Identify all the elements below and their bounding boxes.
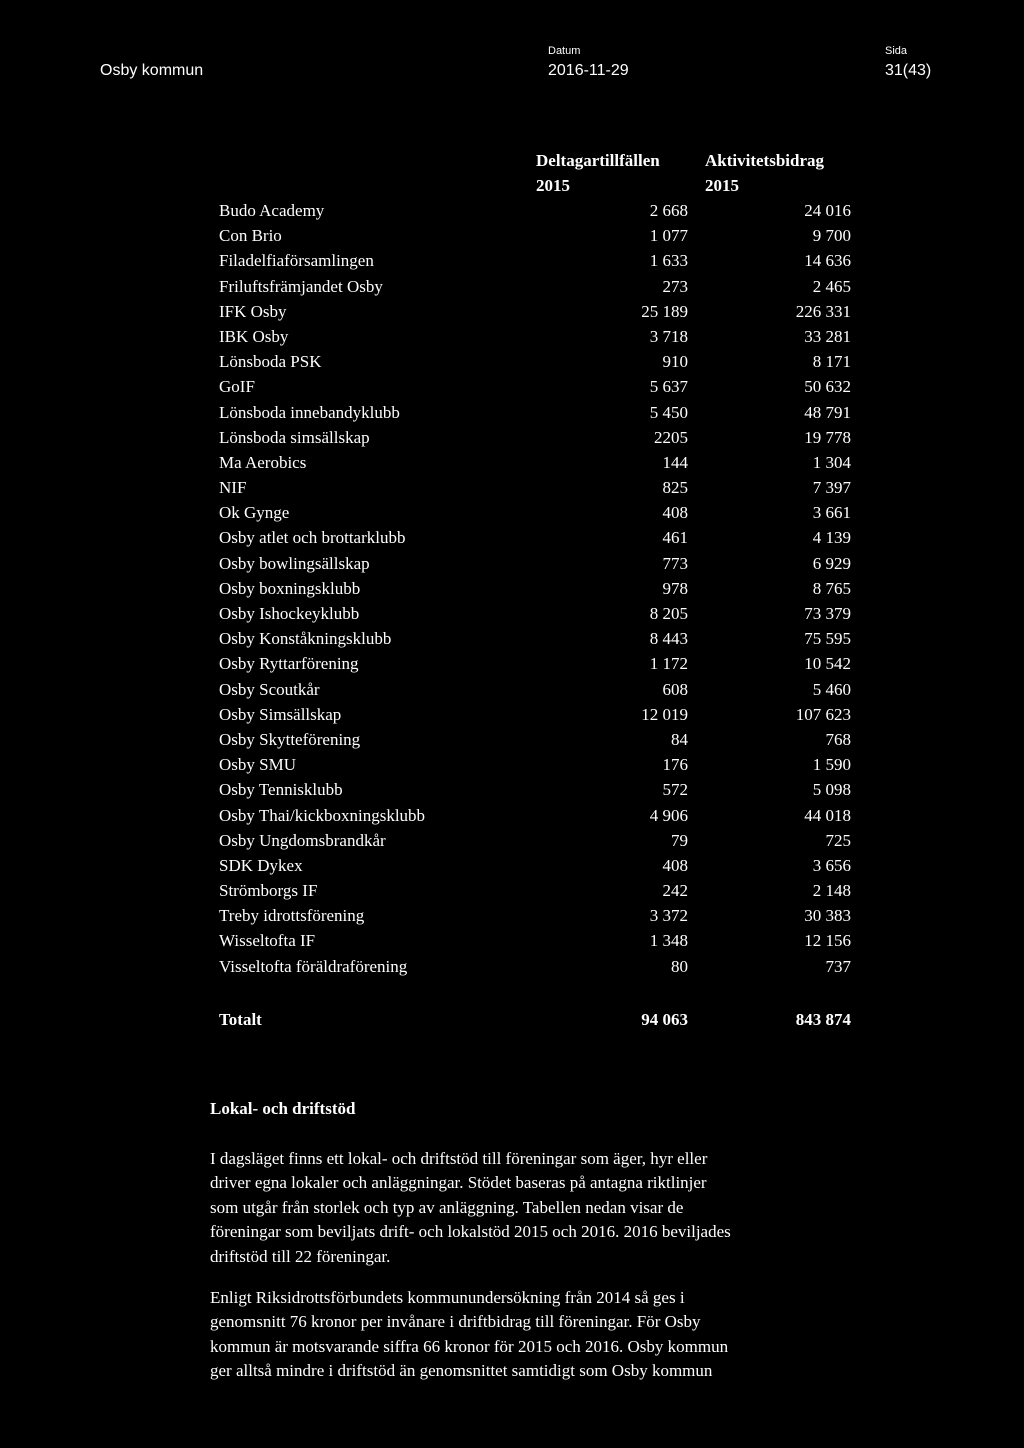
col-header-activity-grant xyxy=(705,148,824,198)
row-name: Osby atlet och brottarklubb xyxy=(219,528,406,548)
row-activity-grant: 725 xyxy=(825,830,851,850)
table-row xyxy=(219,576,859,601)
row-activity-grant: 48 791 xyxy=(804,402,851,422)
row-participants: 3 372 xyxy=(649,906,688,926)
date-label: Datum xyxy=(548,45,581,57)
row-name: Osby boxningsklubb xyxy=(219,578,361,598)
row-activity-grant: 8 765 xyxy=(812,578,851,598)
table-row xyxy=(219,828,859,853)
paragraph-line: Enligt Riksidrottsförbundets kommunundersökning från 2014 så ges i xyxy=(210,1288,685,1307)
row-name: Budo Academy xyxy=(219,201,325,220)
table-row xyxy=(219,223,859,248)
row-activity-grant: 73 379 xyxy=(804,604,851,623)
row-participants: 8 443 xyxy=(649,629,688,649)
paragraph-line: ger alltså mindre i driftstöd än genomsnittet samtidigt som Osby kommun xyxy=(210,1361,713,1381)
row-participants: 84 xyxy=(671,729,688,749)
row-activity-grant: 2 148 xyxy=(812,881,851,901)
row-participants: 461 xyxy=(662,528,688,548)
row-participants: 3 718 xyxy=(649,326,688,346)
row-participants: 825 xyxy=(662,478,688,498)
row-activity-grant: 12 156 xyxy=(804,931,851,951)
table-row xyxy=(219,425,859,450)
total-activity-grant: 843 874 xyxy=(795,1010,851,1029)
row-participants: 4 906 xyxy=(649,805,688,825)
table-row xyxy=(219,928,859,953)
row-activity-grant: 7 397 xyxy=(812,478,851,498)
table-row xyxy=(219,324,859,349)
paragraph-line: I dagsläget finns ett lokal- och driftstöd till föreningar som äger, hyr eller xyxy=(210,1149,708,1168)
table-row xyxy=(219,299,859,324)
row-name: Osby Skytteförening xyxy=(219,729,361,749)
row-participants: 12 019 xyxy=(641,704,688,724)
row-name: Lönsboda simsällskap xyxy=(219,427,370,447)
date-value: 2016-11-29 xyxy=(548,62,629,79)
row-name: Osby Simsällskap xyxy=(219,704,342,724)
row-activity-grant: 50 632 xyxy=(804,377,851,397)
row-name: Wisseltofta IF xyxy=(219,931,316,951)
row-activity-grant: 737 xyxy=(825,956,851,976)
table-body xyxy=(219,198,859,979)
row-participants: 1 077 xyxy=(649,226,688,246)
table-row xyxy=(219,727,859,752)
paragraph-line: kommun är motsvarande siffra 66 kronor för 2015 och 2016. Osby kommun xyxy=(210,1336,729,1356)
table-row xyxy=(219,198,859,223)
col-header-participants xyxy=(536,148,660,198)
row-name: Osby Thai/kickboxningsklubb xyxy=(219,805,426,825)
grants-table xyxy=(219,148,859,979)
row-activity-grant: 8 171 xyxy=(812,352,851,372)
row-activity-grant: 226 331 xyxy=(795,301,851,321)
row-name: Lönsboda innebandyklubb xyxy=(219,402,400,422)
table-row xyxy=(219,752,859,777)
paragraph-line: driftstöd till 22 föreningar. xyxy=(210,1246,391,1266)
row-activity-grant: 5 098 xyxy=(812,780,851,800)
row-name: Filadelfiaförsamlingen xyxy=(219,251,374,271)
row-activity-grant: 3 656 xyxy=(812,855,851,875)
table-header xyxy=(219,148,859,198)
table-row xyxy=(219,349,859,374)
row-participants: 8 205 xyxy=(649,604,688,623)
table-row xyxy=(219,500,859,525)
table-row xyxy=(219,450,859,475)
row-activity-grant: 107 623 xyxy=(795,704,851,724)
row-participants: 273 xyxy=(662,276,688,296)
row-participants: 408 xyxy=(662,855,688,875)
row-participants: 79 xyxy=(671,830,688,850)
row-activity-grant: 1 590 xyxy=(812,755,851,775)
table-row xyxy=(219,651,859,676)
row-name: Osby SMU xyxy=(219,755,296,775)
row-participants: 1 633 xyxy=(649,251,688,271)
table-row xyxy=(219,777,859,802)
table-row xyxy=(219,551,859,576)
row-name: Ma Aerobics xyxy=(219,452,307,472)
total-label: Totalt xyxy=(219,1010,262,1029)
table-row xyxy=(219,954,859,979)
table-row xyxy=(219,878,859,903)
row-name: Osby Ungdomsbrandkår xyxy=(219,830,386,850)
table-row xyxy=(219,626,859,651)
table-row xyxy=(219,677,859,702)
row-participants: 2205 xyxy=(654,427,688,447)
col2-title: Aktivitetsbidrag xyxy=(705,151,824,170)
row-name: Visseltofta föräldraförening xyxy=(219,956,408,976)
row-name: Osby Ryttarförening xyxy=(219,654,359,674)
row-activity-grant: 6 929 xyxy=(812,553,851,573)
row-activity-grant: 75 595 xyxy=(804,629,851,649)
paragraph-line: föreningar som beviljats drift- och lokalstöd 2015 och 2016. 2016 beviljades xyxy=(210,1222,731,1242)
row-activity-grant: 5 460 xyxy=(812,679,851,699)
row-participants: 978 xyxy=(662,578,688,598)
row-participants: 80 xyxy=(671,956,688,976)
row-activity-grant: 33 281 xyxy=(804,326,851,346)
table-row xyxy=(219,400,859,425)
row-name: Strömborgs IF xyxy=(219,881,318,901)
paragraph-1 xyxy=(210,1147,860,1269)
row-participants: 2 668 xyxy=(649,201,688,220)
row-activity-grant: 3 661 xyxy=(812,503,851,523)
page-number: 31(43) xyxy=(885,62,932,79)
table-row xyxy=(219,274,859,299)
row-participants: 144 xyxy=(662,452,688,472)
row-name: Friluftsfrämjandet Osby xyxy=(219,276,383,296)
row-participants: 176 xyxy=(662,755,688,775)
row-participants: 608 xyxy=(662,679,688,699)
row-name: Con Brio xyxy=(219,226,282,246)
col2-year: 2015 xyxy=(705,176,739,195)
table-row xyxy=(219,475,859,500)
table-row xyxy=(219,525,859,550)
row-name: Osby Scoutkår xyxy=(219,679,320,699)
row-name: Osby Konståkningsklubb xyxy=(219,629,392,649)
page-label: Sida xyxy=(885,45,908,57)
row-participants: 773 xyxy=(662,553,688,573)
row-name: IBK Osby xyxy=(219,326,289,346)
row-participants: 572 xyxy=(662,780,688,800)
row-participants: 1 172 xyxy=(649,654,688,674)
paragraph-line: genomsnitt 76 kronor per invånare i driftbidrag till föreningar. För Osby xyxy=(210,1312,701,1332)
row-activity-grant: 4 139 xyxy=(812,528,851,548)
row-name: Osby Tennisklubb xyxy=(219,780,343,800)
table-row xyxy=(219,702,859,727)
col1-title: Deltagartillfällen xyxy=(536,151,660,170)
row-activity-grant: 14 636 xyxy=(804,251,851,271)
col1-year: 2015 xyxy=(536,176,570,195)
table-row xyxy=(219,248,859,273)
row-activity-grant: 44 018 xyxy=(804,805,851,825)
row-activity-grant: 2 465 xyxy=(812,276,851,296)
row-name: Ok Gynge xyxy=(219,503,290,523)
table-row xyxy=(219,374,859,399)
row-activity-grant: 24 016 xyxy=(804,201,851,220)
row-activity-grant: 9 700 xyxy=(812,226,851,246)
row-participants: 25 189 xyxy=(641,301,688,321)
row-activity-grant: 1 304 xyxy=(812,452,851,472)
row-name: Osby bowlingsällskap xyxy=(219,553,370,573)
row-name: Treby idrottsförening xyxy=(219,906,365,926)
row-participants: 242 xyxy=(662,881,688,901)
table-row xyxy=(219,903,859,928)
paragraph-2 xyxy=(210,1286,860,1384)
row-participants: 408 xyxy=(662,503,688,523)
row-participants: 5 450 xyxy=(649,402,688,422)
table-total-row xyxy=(219,1007,859,1033)
row-activity-grant: 19 778 xyxy=(804,427,851,447)
row-activity-grant: 768 xyxy=(825,729,851,749)
row-activity-grant: 10 542 xyxy=(804,654,851,674)
org-name: Osby kommun xyxy=(100,62,204,79)
row-name: Osby Ishockeyklubb xyxy=(219,604,360,623)
section-title: Lokal- och driftstöd xyxy=(210,1099,356,1118)
table-row xyxy=(219,601,859,626)
paragraph-line: driver egna lokaler och anläggningar. Stödet baseras på antagna riktlinjer xyxy=(210,1173,707,1193)
row-participants: 910 xyxy=(662,352,688,372)
row-activity-grant: 30 383 xyxy=(804,906,851,926)
row-name: SDK Dykex xyxy=(219,855,303,875)
table-row xyxy=(219,803,859,828)
row-participants: 1 348 xyxy=(649,931,688,951)
paragraph-line: som utgår från storlek och typ av anläggning. Tabellen nedan visar de xyxy=(210,1197,684,1217)
table-row xyxy=(219,853,859,878)
row-name: NIF xyxy=(219,478,247,498)
row-name: Lönsboda PSK xyxy=(219,352,322,372)
row-name: IFK Osby xyxy=(219,301,287,321)
total-participants: 94 063 xyxy=(641,1010,688,1029)
row-participants: 5 637 xyxy=(649,377,688,397)
row-name: GoIF xyxy=(219,377,255,397)
